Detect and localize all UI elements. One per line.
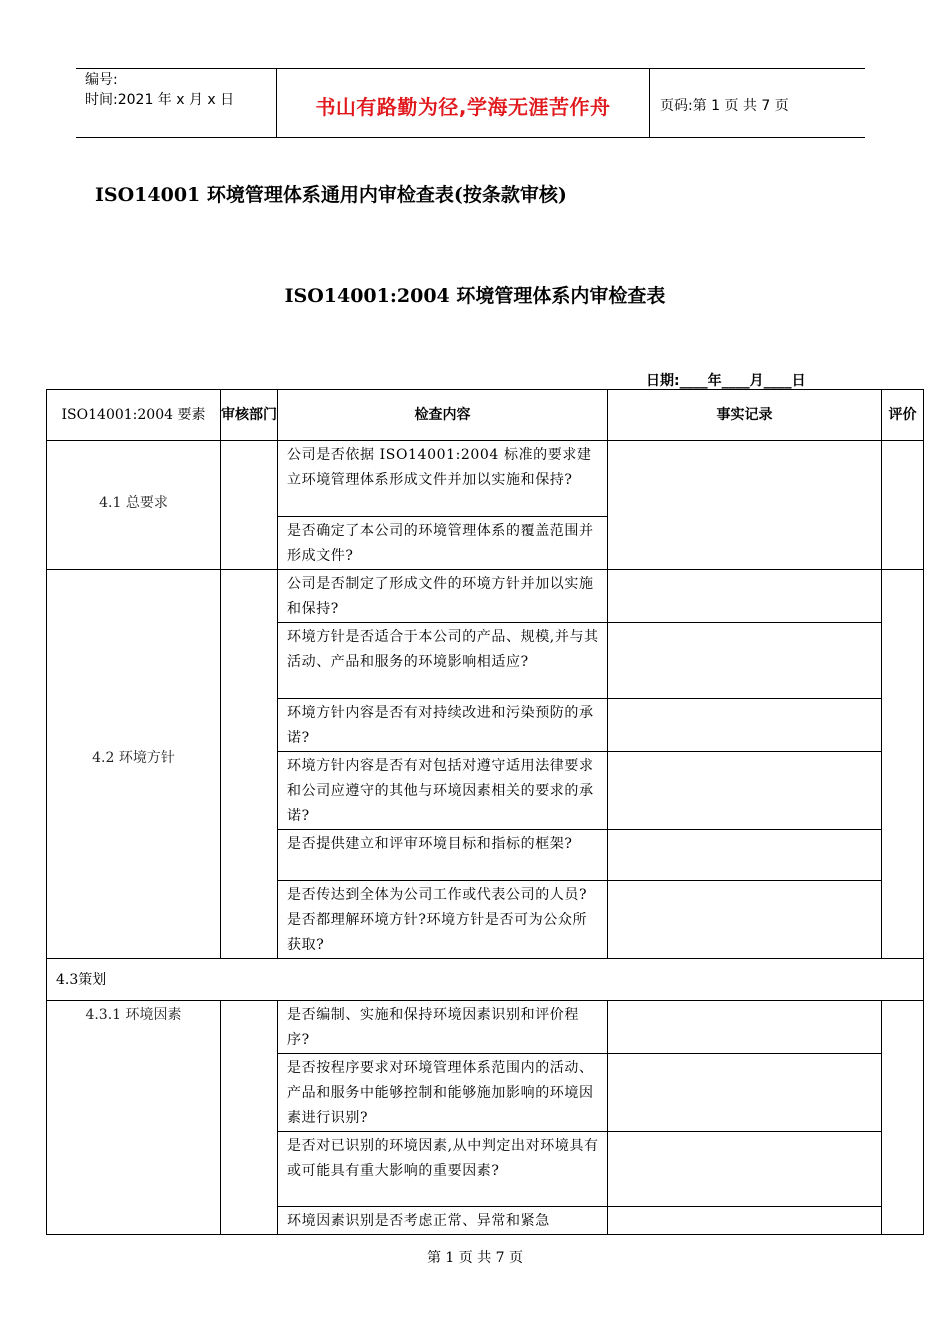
record-cell[interactable] [608,1132,882,1207]
page-header [76,68,865,138]
header-content: 检查内容 [278,390,608,441]
element-4-3-1: 4.3.1 环境因素 [47,1001,221,1235]
table-row [47,1001,924,1054]
header-record: 事实记录 [608,390,882,441]
page-footer: 第 1 页 共 7 页 [426,1250,524,1266]
element-4-2: 4.2 环境方针 [47,570,221,959]
rating-cell[interactable] [882,441,924,570]
check-item: 是否编制、实施和保持环境因素识别和评价程序? [278,1001,608,1054]
table-row [47,570,924,623]
record-cell[interactable] [608,570,882,623]
element-4-1: 4.1 总要求 [47,441,221,570]
header-motto-cell [277,69,650,137]
header-page-number: 页码:第 1 页 共 7 页 [660,98,789,114]
check-item: 环境方针内容是否有对持续改进和污染预防的承诺? [278,699,608,752]
table-title: ISO14001:2004 环境管理体系内审检查表 [284,285,666,307]
record-cell[interactable] [608,1001,882,1054]
header-element: ISO14001:2004 要素 [47,390,221,441]
check-item: 环境因素识别是否考虑正常、异常和紧急 [278,1207,608,1235]
header-meta-cell [76,69,277,137]
record-cell[interactable] [608,441,882,570]
rating-cell[interactable] [882,1001,924,1235]
check-item: 环境方针是否适合于本公司的产品、规模,并与其活动、产品和服务的环境影响相适应? [278,623,608,699]
dept-cell[interactable] [221,1001,278,1235]
header-motto: 书山有路勤为径,学海无涯苦作舟 [315,95,611,119]
rating-cell[interactable] [882,570,924,959]
record-cell[interactable] [608,830,882,881]
table-header-row [47,390,924,441]
record-cell[interactable] [608,752,882,830]
check-item: 是否提供建立和评审环境目标和指标的框架? [278,830,608,881]
record-cell[interactable] [608,881,882,959]
check-item: 环境方针内容是否有对包括对遵守适用法律要求和公司应遵守的其他与环境因素相关的要求的承诺? [278,752,608,830]
document-time-label: 时间:2021 年 x 月 x 日 [85,92,235,108]
check-item: 公司是否依据 ISO14001:2004 标准的要求建立环境管理体系形成文件并加以实施和保持? [278,441,608,517]
record-cell[interactable] [608,623,882,699]
dept-cell[interactable] [221,570,278,959]
check-item: 是否对已识别的环境因素,从中判定出对环境具有或可能具有重大影响的重要因素? [278,1132,608,1207]
check-item: 是否按程序要求对环境管理体系范围内的活动、产品和服务中能够控制和能够施加影响的环境因素进行识别? [278,1054,608,1132]
record-cell[interactable] [608,1054,882,1132]
dept-cell[interactable] [221,441,278,570]
audit-checklist-table [46,389,923,1235]
check-item: 公司是否制定了形成文件的环境方针并加以实施和保持? [278,570,608,623]
document-number-label: 编号: [85,72,118,88]
check-item: 是否确定了本公司的环境管理体系的覆盖范围并形成文件? [278,517,608,570]
check-item: 是否传达到全体为公司工作或代表公司的人员?是否都理解环境方针?环境方针是否可为公众所获取? [278,881,608,959]
header-page-cell [650,69,865,137]
header-dept: 审核部门 [221,390,278,441]
record-cell[interactable] [608,699,882,752]
section-row [47,959,924,1001]
record-cell[interactable] [608,1207,882,1235]
section-4-3: 4.3策划 [47,959,924,1001]
document-title: ISO14001 环境管理体系通用内审检查表(按条款审核) [95,184,567,206]
header-rating: 评价 [882,390,924,441]
table-row [47,441,924,517]
date-line: 日期:____年____月____日 [646,373,806,389]
